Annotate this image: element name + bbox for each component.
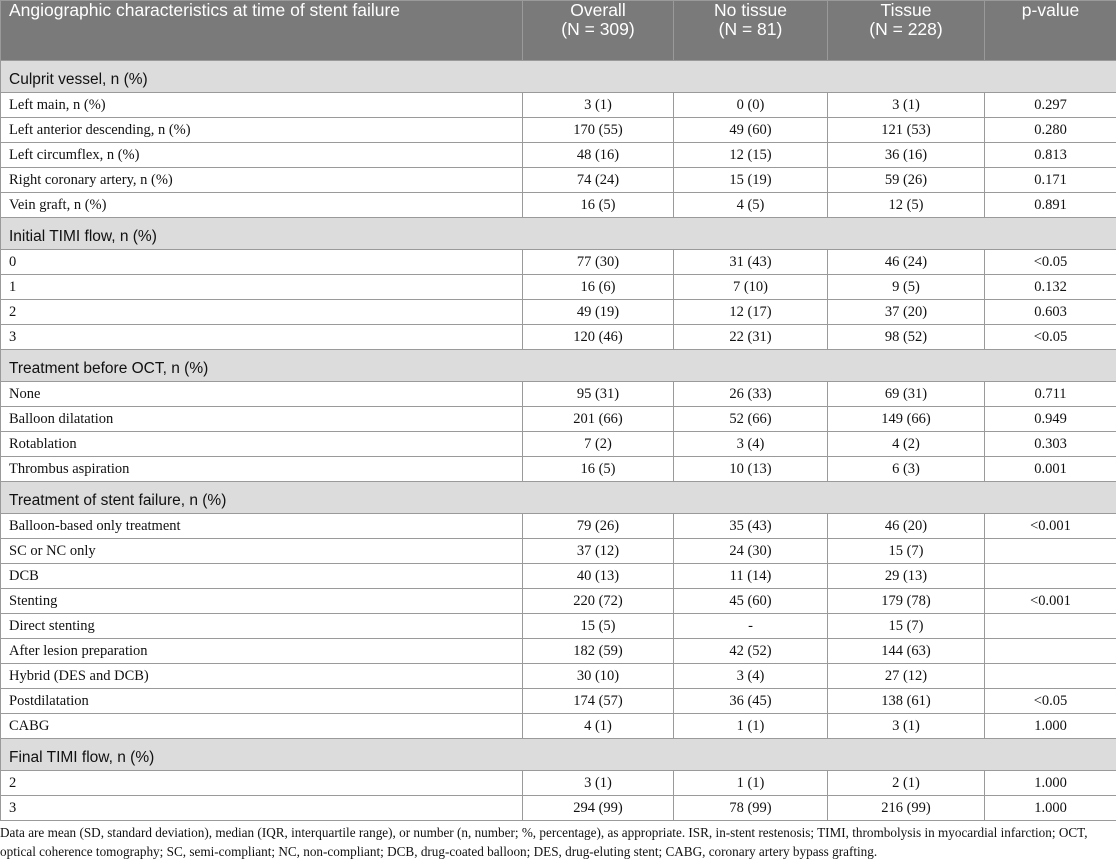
cell-overall: 40 (13) (523, 564, 674, 589)
cell-p-value: 0.171 (985, 168, 1116, 193)
section-header-row (1, 482, 1116, 514)
row-label: 2 (1, 771, 523, 796)
cell-p-value: 0.001 (985, 457, 1116, 482)
cell-tissue: 98 (52) (828, 325, 985, 350)
cell-overall: 77 (30) (523, 250, 674, 275)
cell-no-tissue: - (674, 614, 828, 639)
cell-p-value (985, 639, 1116, 664)
row-label: Left circumflex, n (%) (1, 143, 523, 168)
cell-tissue: 179 (78) (828, 589, 985, 614)
cell-p-value (985, 664, 1116, 689)
cell-overall: 15 (5) (523, 614, 674, 639)
cell-tissue: 37 (20) (828, 300, 985, 325)
cell-tissue: 3 (1) (828, 93, 985, 118)
cell-overall: 182 (59) (523, 639, 674, 664)
cell-p-value (985, 539, 1116, 564)
table-row (1, 325, 1116, 350)
table-row (1, 300, 1116, 325)
cell-p-value: 1.000 (985, 796, 1116, 821)
cell-p-value (985, 564, 1116, 589)
cell-p-value: 0.891 (985, 193, 1116, 218)
cell-no-tissue: 22 (31) (674, 325, 828, 350)
cell-no-tissue: 26 (33) (674, 382, 828, 407)
cell-tissue: 144 (63) (828, 639, 985, 664)
row-label: 3 (1, 325, 523, 350)
row-label: Left anterior descending, n (%) (1, 118, 523, 143)
row-label: Postdilatation (1, 689, 523, 714)
cell-tissue: 12 (5) (828, 193, 985, 218)
cell-tissue: 46 (20) (828, 514, 985, 539)
table-row (1, 432, 1116, 457)
cell-p-value: 0.711 (985, 382, 1116, 407)
table-row (1, 796, 1116, 821)
header-overall-label: Overall (570, 0, 626, 20)
cell-tissue: 216 (99) (828, 796, 985, 821)
cell-tissue: 6 (3) (828, 457, 985, 482)
header-overall-n: (N = 309) (561, 19, 635, 39)
table-row (1, 275, 1116, 300)
section-title: Initial TIMI flow, n (%) (1, 218, 1116, 250)
cell-no-tissue: 1 (1) (674, 771, 828, 796)
cell-tissue: 27 (12) (828, 664, 985, 689)
header-no-tissue-label: No tissue (714, 0, 787, 20)
table-row (1, 639, 1116, 664)
row-label: CABG (1, 714, 523, 739)
row-label: After lesion preparation (1, 639, 523, 664)
row-label: Balloon dilatation (1, 407, 523, 432)
cell-p-value: <0.05 (985, 250, 1116, 275)
cell-p-value: 0.297 (985, 93, 1116, 118)
cell-overall: 95 (31) (523, 382, 674, 407)
cell-p-value: 0.132 (985, 275, 1116, 300)
table-row (1, 689, 1116, 714)
row-label: 2 (1, 300, 523, 325)
cell-tissue: 3 (1) (828, 714, 985, 739)
row-label: Hybrid (DES and DCB) (1, 664, 523, 689)
cell-overall: 16 (6) (523, 275, 674, 300)
cell-no-tissue: 42 (52) (674, 639, 828, 664)
cell-no-tissue: 78 (99) (674, 796, 828, 821)
cell-no-tissue: 0 (0) (674, 93, 828, 118)
row-label: 1 (1, 275, 523, 300)
cell-no-tissue: 45 (60) (674, 589, 828, 614)
section-title: Treatment of stent failure, n (%) (1, 482, 1116, 514)
cell-overall: 7 (2) (523, 432, 674, 457)
table-row (1, 714, 1116, 739)
cell-p-value: <0.001 (985, 514, 1116, 539)
cell-tissue: 59 (26) (828, 168, 985, 193)
cell-overall: 49 (19) (523, 300, 674, 325)
cell-overall: 3 (1) (523, 93, 674, 118)
table-row (1, 564, 1116, 589)
row-label: None (1, 382, 523, 407)
cell-no-tissue: 49 (60) (674, 118, 828, 143)
table-row (1, 93, 1116, 118)
cell-p-value: <0.05 (985, 689, 1116, 714)
table-row (1, 250, 1116, 275)
cell-p-value: 0.603 (985, 300, 1116, 325)
row-label: Vein graft, n (%) (1, 193, 523, 218)
cell-no-tissue: 7 (10) (674, 275, 828, 300)
section-title: Treatment before OCT, n (%) (1, 350, 1116, 382)
row-label: SC or NC only (1, 539, 523, 564)
cell-p-value: <0.001 (985, 589, 1116, 614)
table-row (1, 457, 1116, 482)
cell-overall: 174 (57) (523, 689, 674, 714)
header-tissue (828, 1, 985, 61)
section-title: Final TIMI flow, n (%) (1, 739, 1116, 771)
cell-overall: 16 (5) (523, 457, 674, 482)
cell-tissue: 15 (7) (828, 539, 985, 564)
section-header-row (1, 739, 1116, 771)
cell-tissue: 138 (61) (828, 689, 985, 714)
table-row (1, 407, 1116, 432)
cell-p-value: 1.000 (985, 771, 1116, 796)
cell-no-tissue: 1 (1) (674, 714, 828, 739)
cell-overall: 37 (12) (523, 539, 674, 564)
header-characteristic: Angiographic characteristics at time of stent failure (1, 1, 523, 61)
header-no-tissue (674, 1, 828, 61)
section-title: Culprit vessel, n (%) (1, 61, 1116, 93)
table-row (1, 382, 1116, 407)
table-row (1, 771, 1116, 796)
header-tissue-label: Tissue (880, 0, 932, 20)
cell-tissue: 149 (66) (828, 407, 985, 432)
section-header-row (1, 61, 1116, 93)
cell-p-value: 0.813 (985, 143, 1116, 168)
table-row (1, 514, 1116, 539)
cell-overall: 120 (46) (523, 325, 674, 350)
cell-p-value: <0.05 (985, 325, 1116, 350)
cell-no-tissue: 4 (5) (674, 193, 828, 218)
row-label: Left main, n (%) (1, 93, 523, 118)
section-header-row (1, 218, 1116, 250)
row-label: Thrombus aspiration (1, 457, 523, 482)
table-row (1, 589, 1116, 614)
cell-overall: 79 (26) (523, 514, 674, 539)
cell-tissue: 36 (16) (828, 143, 985, 168)
header-tissue-n: (N = 228) (869, 19, 943, 39)
row-label: Right coronary artery, n (%) (1, 168, 523, 193)
cell-p-value: 0.280 (985, 118, 1116, 143)
cell-overall: 294 (99) (523, 796, 674, 821)
row-label: DCB (1, 564, 523, 589)
cell-overall: 30 (10) (523, 664, 674, 689)
cell-no-tissue: 31 (43) (674, 250, 828, 275)
cell-no-tissue: 36 (45) (674, 689, 828, 714)
cell-no-tissue: 3 (4) (674, 664, 828, 689)
cell-no-tissue: 12 (17) (674, 300, 828, 325)
table-row (1, 664, 1116, 689)
table-row (1, 539, 1116, 564)
cell-tissue: 46 (24) (828, 250, 985, 275)
table-row (1, 118, 1116, 143)
cell-overall: 170 (55) (523, 118, 674, 143)
table-row (1, 168, 1116, 193)
cell-no-tissue: 12 (15) (674, 143, 828, 168)
cell-tissue: 121 (53) (828, 118, 985, 143)
cell-no-tissue: 10 (13) (674, 457, 828, 482)
row-label: Direct stenting (1, 614, 523, 639)
cell-tissue: 29 (13) (828, 564, 985, 589)
cell-overall: 4 (1) (523, 714, 674, 739)
cell-overall: 16 (5) (523, 193, 674, 218)
cell-no-tissue: 52 (66) (674, 407, 828, 432)
row-label: 3 (1, 796, 523, 821)
row-label: Rotablation (1, 432, 523, 457)
row-label: 0 (1, 250, 523, 275)
table-header-row (1, 1, 1116, 61)
table-row (1, 193, 1116, 218)
row-label: Balloon-based only treatment (1, 514, 523, 539)
cell-no-tissue: 3 (4) (674, 432, 828, 457)
cell-p-value: 1.000 (985, 714, 1116, 739)
cell-tissue: 4 (2) (828, 432, 985, 457)
cell-overall: 220 (72) (523, 589, 674, 614)
cell-no-tissue: 24 (30) (674, 539, 828, 564)
cell-overall: 3 (1) (523, 771, 674, 796)
cell-tissue: 2 (1) (828, 771, 985, 796)
section-header-row (1, 350, 1116, 382)
cell-overall: 48 (16) (523, 143, 674, 168)
cell-overall: 201 (66) (523, 407, 674, 432)
cell-p-value (985, 614, 1116, 639)
cell-no-tissue: 11 (14) (674, 564, 828, 589)
cell-p-value: 0.949 (985, 407, 1116, 432)
table-row (1, 614, 1116, 639)
row-label: Stenting (1, 589, 523, 614)
cell-overall: 74 (24) (523, 168, 674, 193)
header-overall (523, 1, 674, 61)
cell-tissue: 69 (31) (828, 382, 985, 407)
table-body (1, 61, 1116, 821)
cell-no-tissue: 35 (43) (674, 514, 828, 539)
header-no-tissue-n: (N = 81) (718, 19, 783, 39)
cell-p-value: 0.303 (985, 432, 1116, 457)
cell-no-tissue: 15 (19) (674, 168, 828, 193)
header-p-value: p-value (985, 1, 1116, 61)
table-row (1, 143, 1116, 168)
cell-tissue: 9 (5) (828, 275, 985, 300)
cell-tissue: 15 (7) (828, 614, 985, 639)
table-footnote: Data are mean (SD, standard deviation), median (IQR, interquartile range), or number (n, number; %, percentage), as appropriate. ISR, in-stent restenosis; TIMI, thrombolysis in myocardial infarction; OCT, optical coherence tomography; SC, semi-compliant; NC, non-compliant; DCB, drug-coated balloon; DES, drug-eluting stent; CABG, coronary artery bypass grafting. (0, 825, 1088, 859)
